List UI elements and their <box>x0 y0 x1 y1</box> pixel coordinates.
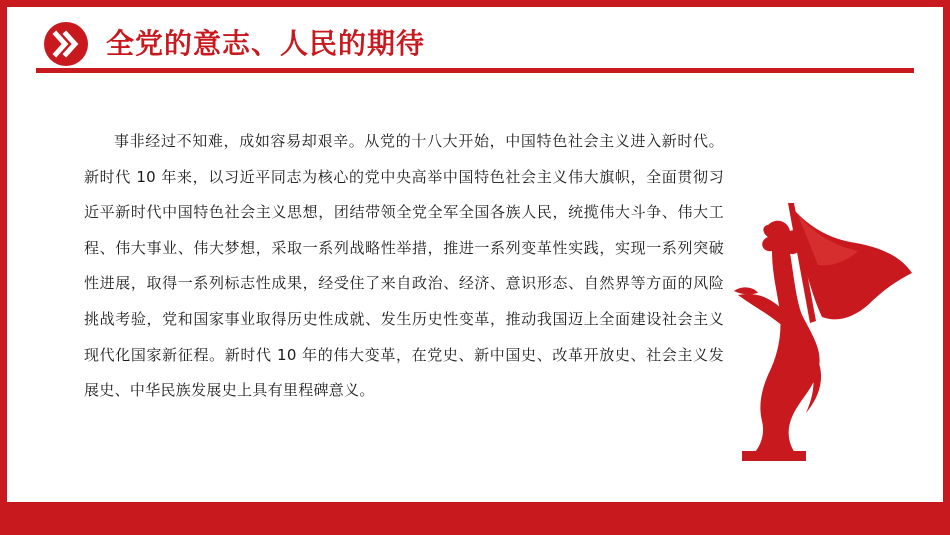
huabiao-flag-emblem <box>728 195 918 465</box>
double-chevron-right-icon <box>44 22 88 66</box>
left-border <box>0 0 7 535</box>
title-divider <box>36 68 914 73</box>
top-border <box>0 0 950 7</box>
page-title: 全党的意志、人民的期待 <box>106 27 426 60</box>
body-paragraph: 事非经过不知难，成如容易却艰辛。从党的十八大开始，中国特色社会主义进入新时代。新时代 10 年来，以习近平同志为核心的党中央高举中国特色社会主义伟大旗帜，全面贯彻习近平新时代中国特色社会主义思想，团结带领全党全军全国各族人民，统揽伟大斗争、伟大工程、伟大事业、伟大梦想，采取一系列战略性举措，推进一系列变革性实践，实现一系列突破性进展，取得一系列标志性成果，经受住了来自政治、经济、意识形态、自然界等方面的风险挑战考验，党和国家事业取得历史性成就、发生历史性变革，推动我国迈上全面建设社会主义现代化国家新征程。新时代 10 年的伟大变革，在党史、新中国史、改革开放史、社会主义发展史、中华民族发展史上具有里程碑意义。 <box>84 132 724 400</box>
bottom-bar <box>0 502 950 535</box>
right-border <box>943 0 950 535</box>
